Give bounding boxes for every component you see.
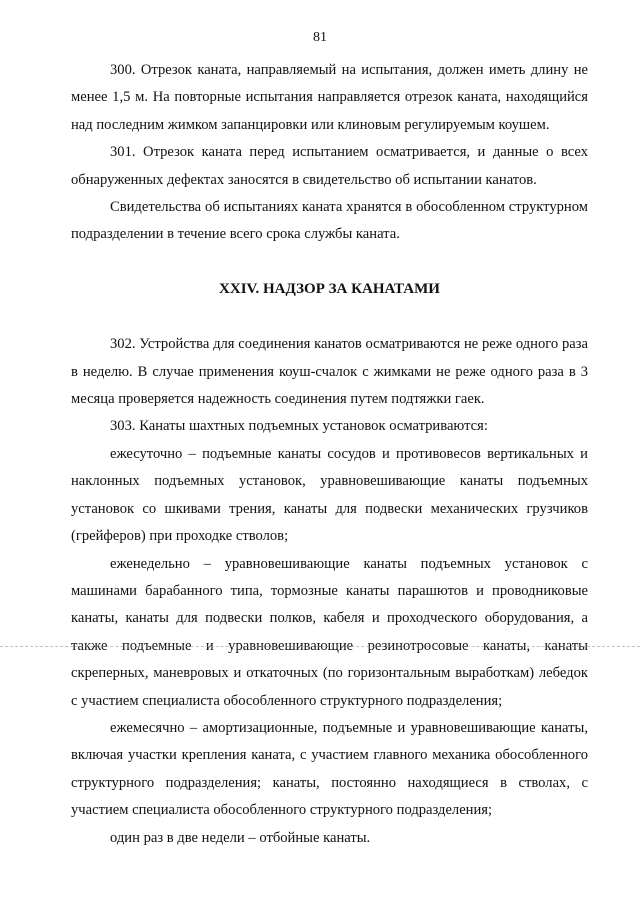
paragraph-303-monthly: ежемесячно – амортизационные, подъемные и уравновешивающие канаты, включая участки крепления каната, с участием главного механика обособленного структурного подразделения; канаты, постоянно находящиеся в стволах, с участием специалиста обособленного структурного подразделения; [71, 719, 588, 819]
document-body [71, 57, 588, 852]
paragraph-301: 301. Отрезок каната перед испытанием осматривается, и данные о всех обнаруженных дефектах заносятся в свидетельство об испытании канатов. [71, 144, 588, 188]
paragraph-300: 300. Отрезок каната, направляемый на испытания, должен иметь длину не менее 1,5 м. На повторные испытания направляется отрезок каната, находящийся над последним жимком запанцировки или клиновым регулируемым коушем. [71, 62, 588, 133]
paragraph-302: 302. Устройства для соединения канатов осматриваются не реже одного раза в неделю. В случае применения коуш-счалок с жимками не реже одного раза в 3 месяца проверяется надежность соединения путем подтяжки гаек. [71, 336, 588, 408]
paragraph-303-daily: ежесуточно – подъемные канаты сосудов и противовесов вертикальных и наклонных подъемных установок, уравновешивающие канаты подъемных установок со шкивами трения, канаты для подвески механических грузчиков (грейферов) при проходке стволов; [71, 445, 588, 545]
paragraph-303-weekly: еженедельно – уравновешивающие канаты подъемных установок с машинами барабанного типа, тормозные канаты парашютов и проводниковые канаты, канаты для подвески полков, кабеля и проходческого оборудования, а также подъемные и уравновешивающие резинотросовые канаты, канаты скреперных, маневровых и откаточных (по горизонтальным выработкам) лебедок с участием специалиста обособленного структурного подразделения; [71, 555, 588, 709]
section-heading: XXIV. НАДЗОР ЗА КАНАТАМИ [219, 280, 440, 297]
paragraph-301-certificates: Свидетельства об испытаниях каната хранятся в обособленном структурном подразделении в течение всего срока службы каната. [71, 199, 588, 243]
scan-fold-line [0, 646, 640, 647]
paragraph-303-biweekly: один раз в две недели – отбойные канаты. [110, 829, 371, 846]
page-number: 81 [313, 30, 327, 45]
paragraph-303: 303. Канаты шахтных подъемных установок осматриваются: [110, 418, 488, 435]
